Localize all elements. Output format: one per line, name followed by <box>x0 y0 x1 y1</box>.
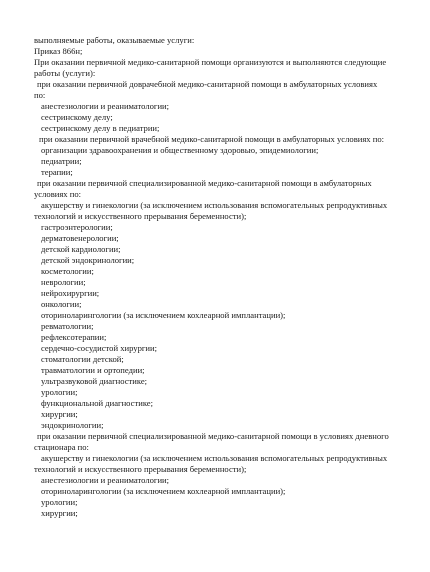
text-line: условиях по: <box>34 189 82 199</box>
text-line: ревматологии; <box>41 321 94 331</box>
text-line: сестринскому делу в педиатрии; <box>41 123 160 133</box>
text-line: урологии; <box>41 497 78 507</box>
text-line: анестезиологии и реаниматологии; <box>41 101 170 111</box>
text-line: терапии; <box>41 167 73 177</box>
text-line: косметологии; <box>41 266 94 276</box>
text-line: выполняемые работы, оказываемые услуги: <box>34 35 195 45</box>
text-line: хирургии; <box>41 508 78 518</box>
text-line: оториноларингологии (за исключением кохлеарной имплантации); <box>41 310 286 320</box>
text-line: при оказании первичной специализированной медико-санитарной помощи в амбулаторных <box>37 178 372 188</box>
text-line: при оказании первичной врачебной медико-санитарной помощи в амбулаторных условиях по: <box>39 134 385 144</box>
text-line: гастроэнтерологии; <box>41 222 113 232</box>
text-line: организации здравоохранения и общественному здоровью, эпидемиологии; <box>41 145 319 155</box>
text-line: эндокринологии; <box>41 420 104 430</box>
text-line: акушерству и гинекологии (за исключением использования вспомогательных репродуктивных <box>41 453 388 463</box>
text-line: стоматологии детской; <box>41 354 124 364</box>
text-line: по: <box>34 90 46 100</box>
text-line: Приказ 866н; <box>34 46 83 56</box>
text-line: технологий и искусственного прерывания беременности); <box>34 464 247 474</box>
text-line: детской эндокринологии; <box>41 255 135 265</box>
text-line: рефлексотерапии; <box>41 332 107 342</box>
text-line: акушерству и гинекологии (за исключением использования вспомогательных репродуктивных <box>41 200 388 210</box>
text-line: при оказании первичной специализированной медико-санитарной помощи в условиях дневного <box>37 431 389 441</box>
text-line: хирургии; <box>41 409 78 419</box>
text-line: дерматовенерологии; <box>41 233 119 243</box>
text-line: оториноларингологии (за исключением кохлеарной имплантации); <box>41 486 286 496</box>
text-line: травматологии и ортопедии; <box>41 365 145 375</box>
text-line: детской кардиологии; <box>41 244 121 254</box>
text-line: сестринскому делу; <box>41 112 113 122</box>
text-line: При оказании первичной медико-санитарной помощи организуются и выполняются следующие <box>34 57 387 67</box>
text-line: анестезиологии и реаниматологии; <box>41 475 170 485</box>
text-line: неврологии; <box>41 277 86 287</box>
text-line: стационара по: <box>34 442 89 452</box>
text-line: технологий и искусственного прерывания беременности); <box>34 211 247 221</box>
text-line: работы (услуги): <box>34 68 96 78</box>
text-line: сердечно-сосудистой хирургии; <box>41 343 158 353</box>
text-line: педиатрии; <box>41 156 82 166</box>
text-line: нейрохирургии; <box>41 288 100 298</box>
text-line: функциональной диагностике; <box>41 398 154 408</box>
text-line: ультразвуковой диагностике; <box>41 376 148 386</box>
text-line: при оказании первичной доврачебной медико-санитарной помощи в амбулаторных условиях <box>37 79 378 89</box>
text-line: урологии; <box>41 387 78 397</box>
text-line: онкологии; <box>41 299 82 309</box>
